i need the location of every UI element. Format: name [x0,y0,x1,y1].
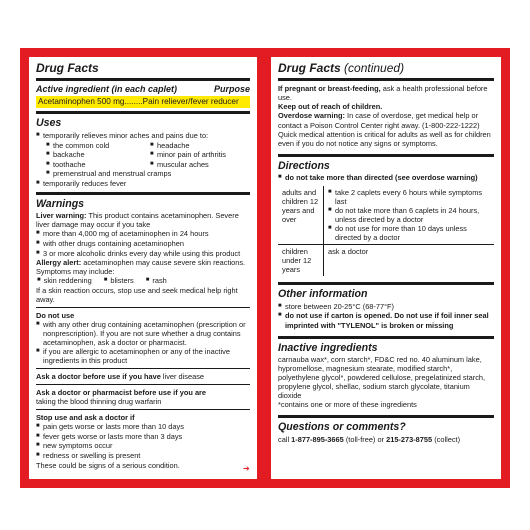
do-not-use-heading: Do not use [36,310,75,320]
stop-use-bullet: new symptoms occur [43,441,113,451]
panel-title: Drug Facts (continued) [278,61,405,75]
directions-table [278,186,494,276]
bullet-icon: ■ [150,141,154,148]
drug-facts-panel-right [271,57,501,479]
allergy-symptom: rash [152,276,167,286]
bullet-icon: ■ [46,160,50,167]
bullet-icon: ■ [278,312,282,319]
inactive-text: carnauba wax*, corn starch*, FD&C red no. 40 aluminum lake, hypromellose, magnesium stearate, modified starch*, polyethylene glycol*, powdered cellulose, pregelatinized starch, propylene glycol, shellac, sodium starch glycolate, titanium dioxide [278,355,486,401]
directions-section [278,154,494,277]
uses-list [36,141,250,170]
bullet-icon: ■ [278,174,282,181]
phone-toll-free: 1-877-895-3665 [291,435,344,445]
bullet-icon: ■ [36,180,40,187]
allergy-symptom: skin reddening [43,276,92,286]
uses-fever: temporarily reduces fever [43,179,127,189]
uses-intro: temporarily relieves minor aches and pains due to: [43,131,209,141]
bullet-icon: ■ [36,230,40,237]
questions-heading: Questions or comments? [278,421,406,434]
uses-item: minor pain of arthritis [157,150,227,160]
stop-use-after: These could be signs of a serious condition. [36,460,180,470]
bullet-icon: ■ [36,249,40,256]
bullet-icon: ■ [36,442,40,449]
bullet-icon: ■ [36,239,40,246]
directions-bullet: do not use for more than 10 days unless directed by a doctor [335,224,467,243]
panel-title: Drug Facts [36,61,99,75]
active-ingredient-section [36,78,250,108]
bullet-icon: ■ [150,160,154,167]
warnings-heading: Warnings [36,197,85,210]
bullet-icon: ■ [145,277,150,284]
bullet-icon: ■ [46,141,50,148]
uses-item: toothache [53,159,86,169]
bullet-icon: ■ [103,277,108,284]
other-info-bold-bullet: do not use if carton is opened. Do not use if foil inner seal imprinted with "TYLENOL" is broken or missing [285,311,489,330]
bullet-icon: ■ [36,320,40,327]
do-not-use-bullet: if you are allergic to acetaminophen or any of the inactive ingredients in this product [43,347,230,366]
allergy-after-text: If a skin reaction occurs, stop use and seek medical help right away. [36,285,238,304]
bullet-icon: ■ [150,151,154,158]
questions-call: call [278,435,290,445]
other-info-bullet: store between 20-25°C (68-77°F) [285,301,395,311]
overdose-text: In case of overdose, get medical help or contact a Poison Control Center right away. (1-800-222-1222) Quick medical attention is critical for adults as well as for children even if you do not notice any signs or symptoms. [278,111,491,148]
stop-use-bullet: pain gets worse or lasts more than 10 days [43,422,184,432]
ask-pharmacist-section [36,384,250,406]
ask-doctor-text: liver disease [162,372,204,382]
liver-bullet: 3 or more alcoholic drinks every day while using this product [43,248,241,258]
ask-doctor-section [36,368,250,381]
stop-use-section [36,409,250,469]
allergy-alert-label: Allergy alert: [36,258,82,268]
bullet-icon: ■ [46,170,50,177]
overdose-label: Overdose warning: [278,111,345,121]
uses-item: premenstrual and menstrual cramps [53,169,172,179]
directions-bullet: do not take more than 6 caplets in 24 hours, unless directed by a doctor [335,205,480,224]
active-ingredient-header: Active ingredient (in each caplet) [36,84,178,95]
pregnant-label: If pregnant or breast-feeding, [278,84,381,94]
purpose-header: Purpose [213,84,250,95]
other-info-section [278,282,494,329]
directions-intro: do not take more than directed (see overdose warning) [285,173,478,183]
bullet-icon: ■ [36,348,40,355]
inactive-ingredients-section [278,336,494,410]
directions-row-label: children under 12 years [278,244,324,276]
inactive-heading: Inactive ingredients [278,341,378,354]
bullet-icon: ■ [328,206,332,213]
pregnancy-section [278,78,494,147]
phone-collect-note: (collect) [434,435,461,445]
bullet-icon: ■ [36,423,40,430]
uses-section [36,111,250,188]
liver-warning-label: Liver warning: [36,211,87,221]
do-not-use-bullet: with any other drug containing acetaminophen (prescription or nonprescription). If you are not sure whether a drug contains acetaminophen, ask a doctor or pharmacist. [43,319,246,347]
uses-heading: Uses [36,117,62,130]
questions-section [278,415,494,444]
inactive-note: *contains one or more of these ingredients [278,400,417,410]
stop-use-heading: Stop use and ask a doctor if [36,413,135,423]
keep-out-text: Keep out of reach of children. [278,102,383,112]
uses-item: muscular aches [157,159,209,169]
bullet-icon: ■ [36,132,40,139]
panel-title-suffix: (continued) [344,61,405,75]
bullet-icon: ■ [36,432,40,439]
label-frame [20,48,510,488]
directions-row-label: adults and children 12 years and over [278,186,324,244]
continue-arrow-icon: ➔ [243,464,250,473]
drug-facts-panel-left [29,57,257,479]
bullet-icon: ■ [328,225,332,232]
uses-item: the common cold [53,140,110,150]
stop-use-bullet: redness or swelling is present [43,450,141,460]
bullet-icon: ■ [328,188,332,195]
directions-heading: Directions [278,159,330,172]
do-not-use-section [36,307,250,365]
bullet-icon: ■ [37,277,41,284]
bullet-icon: ■ [46,151,50,158]
liver-warning-text: This product contains acetaminophen. Severe liver damage may occur if you take [36,211,239,230]
phone-toll-free-note: (toll-free) or [345,435,385,445]
pregnant-text: ask a health professional before use. [278,84,488,103]
ask-pharmacist-label: Ask a doctor or pharmacist before use if you are [36,388,207,398]
directions-bullet: take 2 caplets every 6 hours while symptoms last [335,187,483,206]
stop-use-bullet: fever gets worse or lasts more than 3 days [43,431,183,441]
allergy-alert-text: acetaminophen may cause severe skin reactions. Symptoms may include: [36,258,246,277]
uses-item: headache [157,140,190,150]
phone-collect: 215-273-8755 [386,435,433,445]
allergy-symptom: blisters [110,276,134,286]
other-info-heading: Other information [278,288,368,301]
active-ingredient-line: Acetaminophen 500 mg........Pain reliever/fever reducer [36,96,250,108]
allergy-symptoms [36,276,250,286]
bullet-icon: ■ [278,302,282,309]
warnings-section [36,192,250,470]
directions-row-text: ask a doctor [324,244,494,276]
liver-bullet: with other drugs containing acetaminophen [43,238,184,248]
bullet-icon: ■ [36,451,40,458]
uses-item: backache [53,150,85,160]
liver-bullet: more than 4,000 mg of acetaminophen in 24 hours [43,229,209,239]
ask-doctor-label: Ask a doctor before use if you have [36,372,161,382]
ask-pharmacist-text: taking the blood thinning drug warfarin [36,397,162,407]
